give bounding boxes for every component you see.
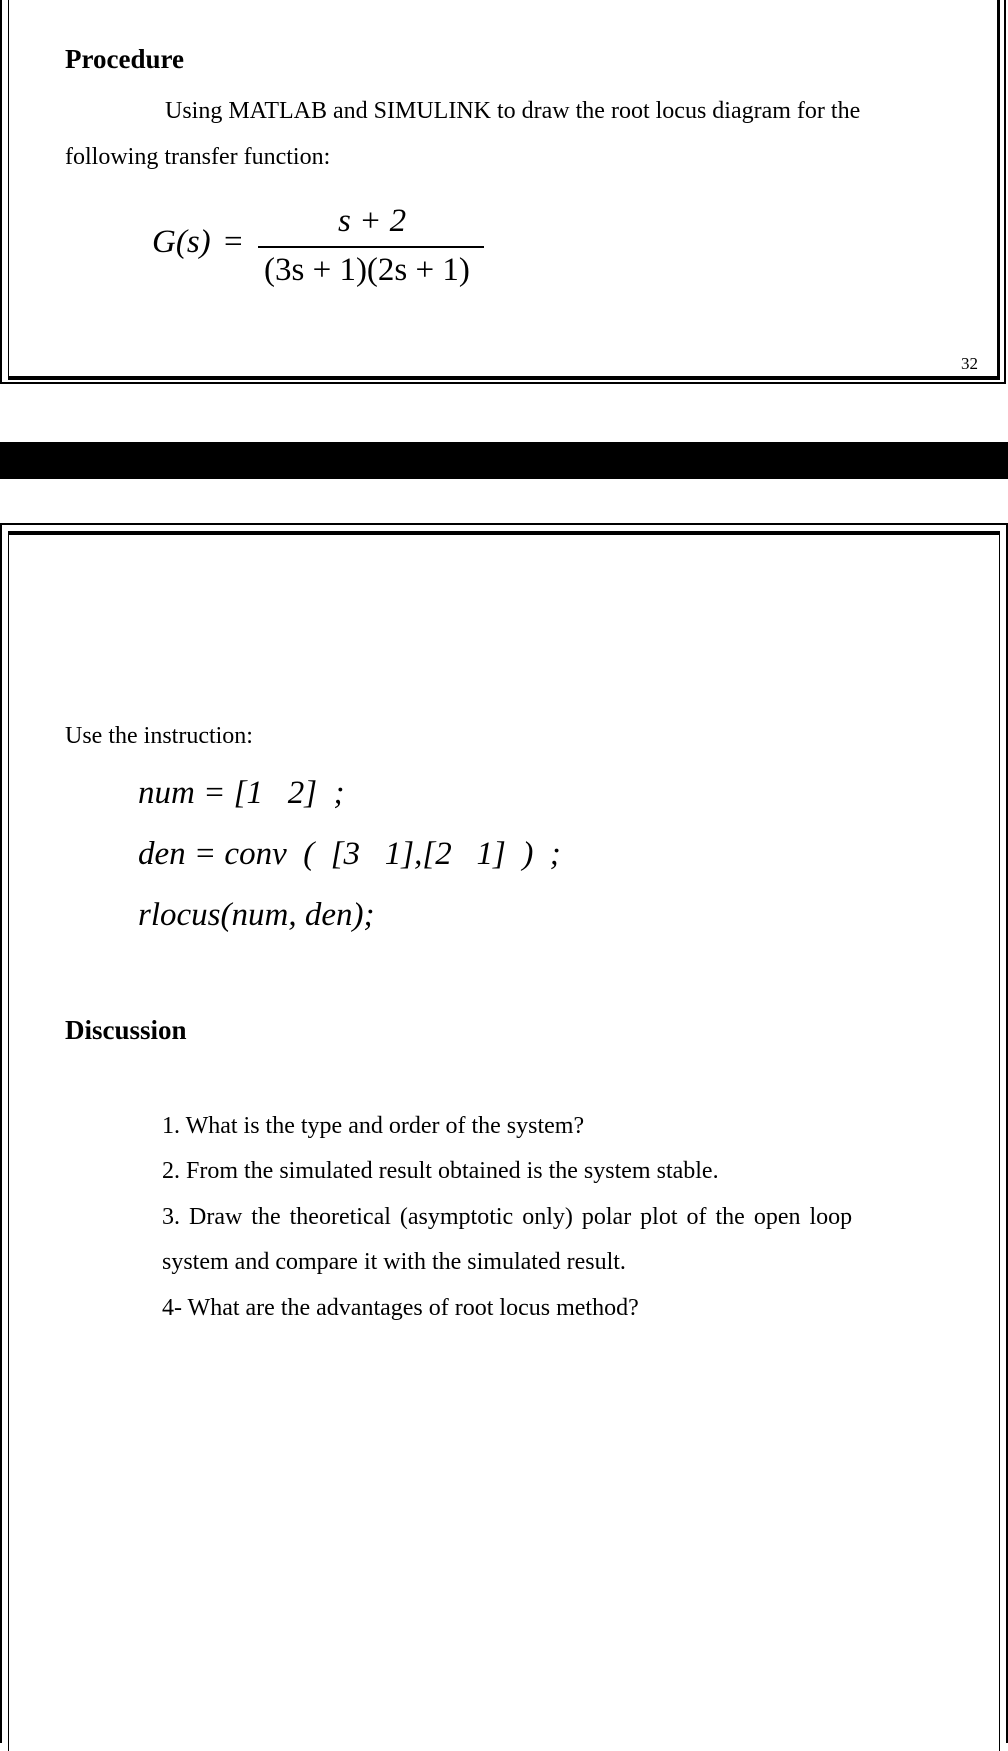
equation-equals: = bbox=[224, 224, 243, 260]
procedure-text-line-1: Using MATLAB and SIMULINK to draw the root locus diagram for the bbox=[165, 98, 861, 124]
question-2: 2. From the simulated result obtained is the system stable. bbox=[162, 1158, 719, 1184]
page-number: 32 bbox=[961, 354, 978, 373]
question-3: 3. Draw the theoretical (asymptotic only) polar plot of the open loop bbox=[162, 1204, 853, 1230]
question-1: 1. What is the type and order of the system? bbox=[162, 1113, 585, 1139]
discussion-heading: Discussion bbox=[65, 1015, 187, 1045]
fraction-bar bbox=[258, 246, 484, 248]
question-3-continued: system and compare it with the simulated result. bbox=[162, 1249, 626, 1275]
equation-numerator: s + 2 bbox=[338, 203, 407, 239]
equation-denominator: (3s + 1)(2s + 1) bbox=[264, 252, 470, 288]
code-line-den: den = conv ( [3 1],[2 1] ) ; bbox=[138, 836, 561, 872]
page-2 bbox=[0, 523, 1008, 1733]
page-separator-band bbox=[0, 442, 1008, 479]
code-line-num: num = [1 2] ; bbox=[138, 775, 345, 811]
procedure-heading: Procedure bbox=[65, 44, 184, 74]
equation-lhs: G(s) bbox=[152, 224, 211, 260]
procedure-text-line-2: following transfer function: bbox=[65, 144, 331, 170]
page-1 bbox=[0, 0, 1008, 392]
instruction-label: Use the instruction: bbox=[65, 723, 253, 749]
question-4: 4- What are the advantages of root locus method? bbox=[162, 1295, 639, 1321]
code-line-rlocus: rlocus(num, den); bbox=[138, 897, 375, 933]
